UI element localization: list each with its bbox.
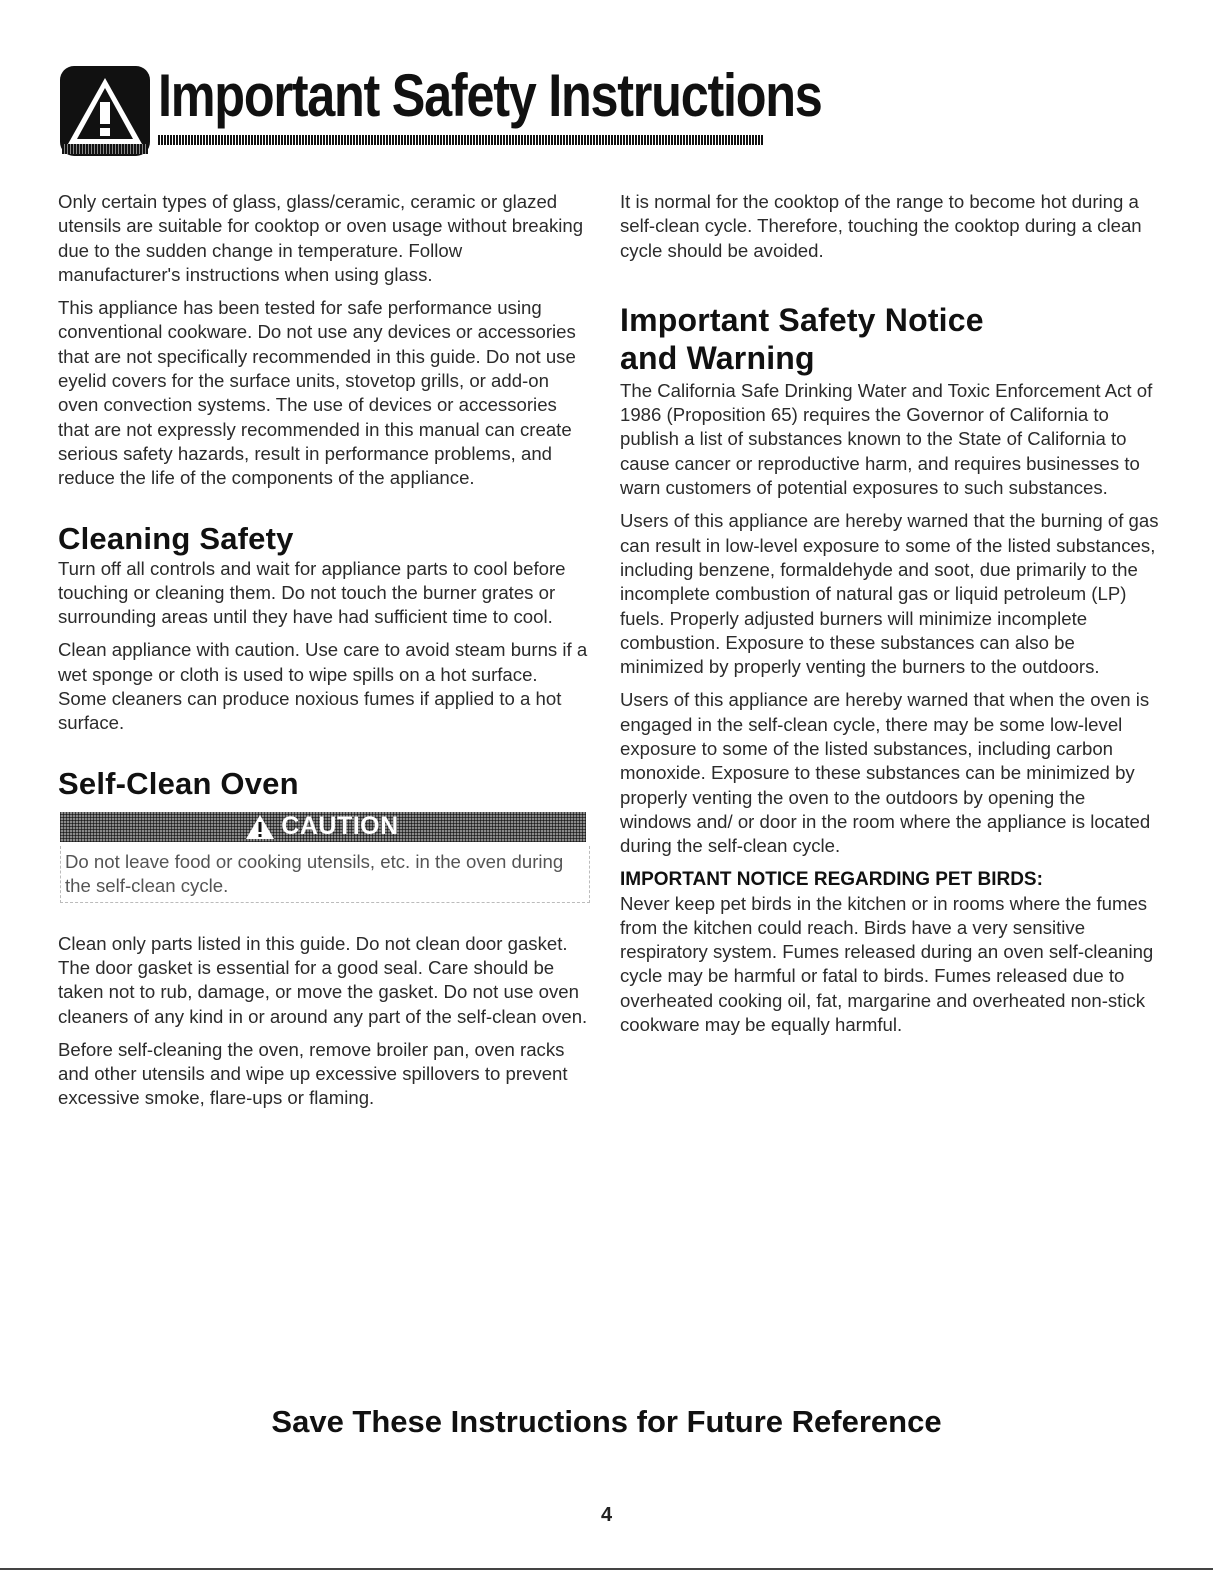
self-clean-exposure-paragraph: Users of this appliance are hereby warned that when the oven is engaged in the self-clean cycle, there may be some low-level exposure to some of the listed substances, including carbon monoxide. Exposure to these substances can be minimized by properly venting the oven to the outdoors by opening the windows and/ or door in the room where the appliance is located during the self-clean cycle. [620, 689, 1151, 857]
self-clean-paragraph-2: Before self-cleaning the oven, remove broiler pan, oven racks and other utensils and wipe up excessive spillovers to prevent excessive smoke, flare-ups or flaming. [58, 1038, 568, 1109]
title-underline [158, 135, 764, 145]
self-clean-paragraph-1: Clean only parts listed in this guide. Do not clean door gasket. The door gasket is essential for a good seal. Care should be taken not to rub, damage, or move the gasket. Do not use oven cleaners of any kind in or around any part of the self-clean oven. [58, 932, 588, 1027]
page-header [58, 58, 822, 158]
cookware-paragraph: This appliance has been tested for safe performance using conventional cookware. Do not use any devices or accessories that are not specifically recommended in this guide. Do not use eyelid covers for the surface units, stovetop grills, or add-on oven convection systems. The use of devices or accessories that are not expressly recommended in this manual can create serious safety hazards, result in performance problems, and reduce the life of the components of the appliance. [58, 297, 576, 489]
glass-utensils-paragraph: Only certain types of glass, glass/ceramic, ceramic or glazed utensils are suitable for cooktop or oven usage without breaking due to the sudden change in temperature. Follow manufacturer's instructions when using glass. [58, 191, 584, 285]
cleaning-paragraph-1: Turn off all controls and wait for appliance parts to cool before touching or cleaning them. Do not touch the burner grates or surrounding areas until they have had sufficient time to cool. [58, 557, 566, 628]
bottom-rule [0, 1568, 1213, 1570]
left-column [58, 190, 588, 1120]
pet-birds-heading: IMPORTANT NOTICE REGARDING PET BIRDS: [620, 868, 1043, 890]
gas-exposure-paragraph: Users of this appliance are hereby warned that the burning of gas can result in low-level exposure to some of the listed substances, including benzene, formaldehyde and soot, due primarily to the incomplete combustion of natural gas or liquid petroleum (LP) fuels. Properly adjusted burners will minimize incomplete combustion. Exposure to these substances can also be minimized by properly venting the burners to the outdoors. [620, 510, 1159, 678]
cooktop-hot-paragraph: It is normal for the cooktop of the range to become hot during a self-clean cycle. Therefore, touching the cooktop during a clean cycle should be avoided. [620, 191, 1142, 261]
cleaning-paragraph-2: Clean appliance with caution. Use care to avoid steam burns if a wet sponge or cloth is used to wipe spills on a hot surface. Some cleaners can produce noxious fumes if applied to a hot surface. [58, 639, 588, 734]
self-clean-oven-heading: Self-Clean Oven [58, 765, 299, 801]
caution-text: Do not leave food or cooking utensils, etc. in the oven during the self-clean cycle. [60, 846, 590, 904]
caution-box [58, 812, 586, 932]
cleaning-safety-heading: Cleaning Safety [58, 520, 294, 556]
pet-birds-paragraph: Never keep pet birds in the kitchen or in rooms where the fumes from the kitchen could reach. Birds have a very sensitive respiratory system. Fumes released during an oven self-cleaning cycle may be harmful or fatal to birds. Fumes released due to overheated cooking oil, fat, margarine and overheated non-stick cookware may be equally harmful. [620, 892, 1154, 1036]
notice-heading-line-1: Important Safety Notice [620, 301, 984, 338]
page-title: Important Safety Instructions [158, 62, 822, 129]
caution-label: CAUTION [281, 812, 399, 841]
caution-triangle-icon [245, 814, 275, 840]
page-number: 4 [600, 1504, 613, 1526]
warning-triangle-icon [58, 64, 152, 158]
proposition-65-paragraph: The California Safe Drinking Water and Toxic Enforcement Act of 1986 (Proposition 65) requires the Governor of California to publish a list of substances known to the State of California to cause cancer or reproductive harm, and requires businesses to warn customers of potential exposures to such substances. [620, 379, 1153, 499]
right-column [620, 190, 1160, 1046]
save-instructions-heading: Save These Instructions for Future Reference [271, 1404, 942, 1439]
notice-heading-line-2: and Warning [620, 339, 815, 376]
